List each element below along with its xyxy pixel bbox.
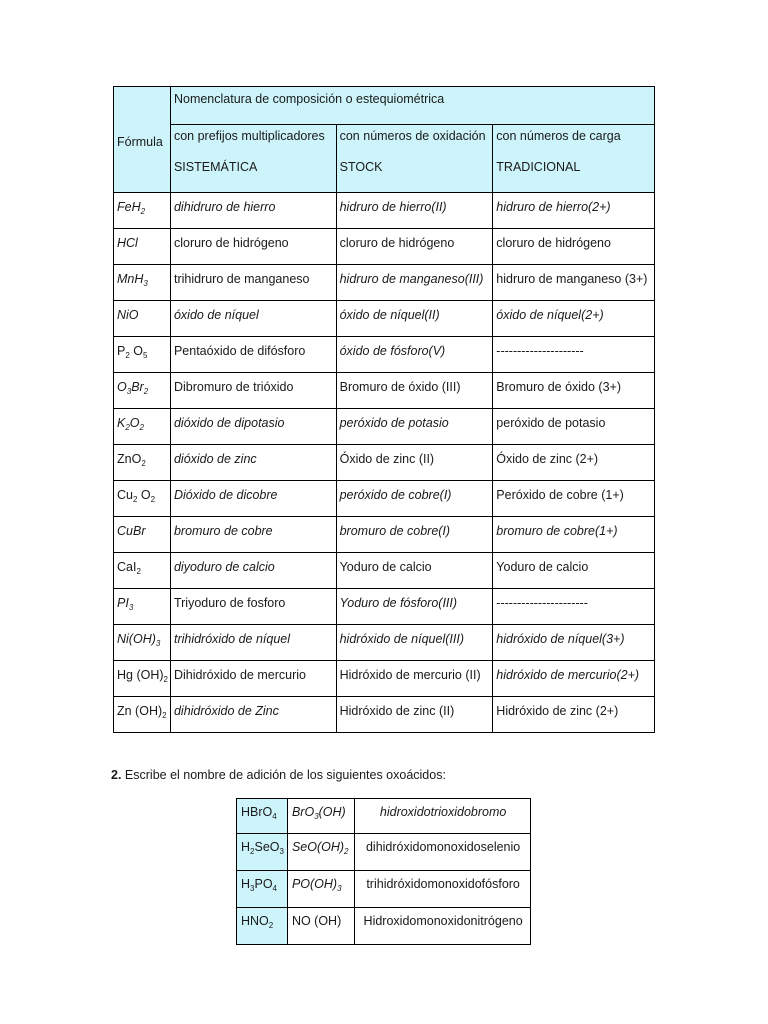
stock-name: Hidróxido de mercurio (II) (336, 661, 493, 697)
formula-text: SeO(OH) (291, 840, 345, 854)
formula-text: PI (117, 596, 129, 610)
formula-subscript: 3 (250, 884, 255, 893)
oxoacid-formula (237, 834, 288, 871)
addition-name: dihidróxidomonoxidoselenio (355, 834, 531, 871)
sistematica-name: trihidruro de manganeso (170, 265, 336, 301)
structural-formula (287, 871, 354, 908)
tradicional-name: --------------------- (493, 337, 655, 373)
tradicional-name: Bromuro de óxido (3+) (493, 373, 655, 409)
formula-subscript: 5 (143, 351, 148, 360)
formula-text: BrO (291, 805, 315, 819)
col-header-sistematica (170, 125, 336, 193)
formula-text: PO(OH) (291, 877, 338, 891)
formula-text: SeO (254, 840, 280, 854)
sistematica-name: dihidruro de hierro (170, 193, 336, 229)
formula-text: FeH (117, 200, 141, 214)
formula-subscript: 2 (141, 459, 146, 468)
formula-subscript: 2 (139, 423, 144, 432)
table-row (237, 834, 531, 871)
formula-subscript: 2 (250, 847, 255, 856)
oxoacid-formula (237, 799, 288, 834)
sistematica-name: trihidróxido de níquel (170, 625, 336, 661)
formula-text: CaI (117, 560, 137, 574)
addition-name: hidroxidotrioxidobromo (355, 799, 531, 834)
nomenclature-title: Nomenclatura de composición o estequiométrica (170, 87, 654, 125)
table-row (237, 908, 531, 945)
tradicional-name: hidruro de hierro(2+) (493, 193, 655, 229)
question-2 (111, 768, 446, 782)
tradicional-name: Óxido de zinc (2+) (493, 445, 655, 481)
col-header-tradicional (493, 125, 655, 193)
formula-subscript: 3 (337, 884, 342, 893)
formula-cell (114, 445, 171, 481)
table-row (114, 265, 655, 301)
formula-text: O (117, 380, 127, 394)
formula-text: PO (254, 877, 273, 891)
stock-name: óxido de níquel(II) (336, 301, 493, 337)
col-header-stock-label: STOCK (339, 160, 383, 174)
formula-text: H (241, 877, 251, 891)
tradicional-name: cloruro de hidrógeno (493, 229, 655, 265)
formula-text: Br (131, 380, 144, 394)
sistematica-name: óxido de níquel (170, 301, 336, 337)
table-row (114, 481, 655, 517)
formula-subscript: 2 (143, 387, 149, 396)
formula-cell (114, 661, 171, 697)
formula-text: (OH) (318, 805, 346, 819)
formula-text: P (117, 344, 126, 358)
stock-name: bromuro de cobre(I) (336, 517, 493, 553)
formula-text: O (129, 416, 140, 430)
stock-name: Óxido de zinc (II) (336, 445, 493, 481)
formula-text: NiO (117, 308, 139, 322)
table-row (237, 871, 531, 908)
table-row (114, 337, 655, 373)
formula-cell (114, 589, 171, 625)
tradicional-name: hidróxido de mercurio(2+) (493, 661, 655, 697)
tradicional-name: hidruro de manganeso (3+) (493, 265, 655, 301)
formula-cell (114, 625, 171, 661)
nomenclature-table (113, 86, 655, 733)
stock-name: peróxido de cobre(I) (336, 481, 493, 517)
formula-text: HCl (117, 236, 138, 250)
formula-text: Cu (117, 488, 133, 502)
formula-subscript: 3 (143, 279, 148, 288)
formula-subscript: 3 (155, 639, 161, 648)
sistematica-name: Triyoduro de fosforo (170, 589, 336, 625)
formula-cell (114, 697, 171, 733)
formula-cell (114, 301, 171, 337)
sistematica-name: dióxido de dipotasio (170, 409, 336, 445)
formula-cell (114, 373, 171, 409)
formula-text: O (129, 344, 143, 358)
tradicional-name: Peróxido de cobre (1+) (493, 481, 655, 517)
structural-formula (287, 834, 354, 871)
addition-name: Hidroxidomonoxidonitrógeno (355, 908, 531, 945)
table-row (114, 445, 655, 481)
formula-header: Fórmula (114, 87, 171, 193)
sistematica-name: Dióxido de dicobre (170, 481, 336, 517)
stock-name: Yoduro de fósforo(III) (336, 589, 493, 625)
formula-cell (114, 517, 171, 553)
tradicional-name: hidróxido de níquel(3+) (493, 625, 655, 661)
formula-text: CuBr (117, 524, 146, 538)
formula-cell (114, 409, 171, 445)
table-row (114, 409, 655, 445)
structural-formula (287, 908, 354, 945)
table-row (114, 697, 655, 733)
oxoacid-formula (237, 871, 288, 908)
sistematica-name: Dihidróxido de mercurio (170, 661, 336, 697)
formula-subscript: 2 (132, 495, 138, 504)
stock-name: cloruro de hidrógeno (336, 229, 493, 265)
oxoacid-formula (237, 908, 288, 945)
tradicional-name: peróxido de potasio (493, 409, 655, 445)
sistematica-name: dióxido de zinc (170, 445, 336, 481)
col-header-tradicional-sub: con números de carga (496, 129, 621, 143)
formula-text: H (241, 840, 251, 854)
col-header-sistematica-label: SISTEMÁTICA (173, 160, 258, 174)
formula-cell (114, 553, 171, 589)
formula-text: ZnO (117, 452, 142, 466)
stock-name: hidruro de manganeso(III) (336, 265, 493, 301)
formula-subscript: 2 (268, 921, 274, 930)
formula-cell (114, 265, 171, 301)
oxoacid-table (236, 798, 531, 945)
structural-formula (287, 799, 354, 834)
table-row (114, 229, 655, 265)
col-header-sistematica-sub: con prefijos multiplicadores (173, 129, 325, 143)
formula-subscript: 2 (344, 847, 349, 856)
formula-text: NO (OH) (291, 914, 342, 928)
formula-subscript: 2 (140, 207, 146, 216)
stock-name: hidruro de hierro(II) (336, 193, 493, 229)
formula-subscript: 3 (314, 812, 319, 821)
formula-text: Hg (OH) (117, 668, 164, 682)
formula-text: Zn (OH) (117, 704, 163, 718)
tradicional-name: Hidróxido de zinc (2+) (493, 697, 655, 733)
formula-subscript: 4 (272, 812, 277, 821)
stock-name: óxido de fósforo(V) (336, 337, 493, 373)
formula-subscript: 2 (163, 675, 168, 684)
addition-name: trihidróxidomonoxidofósforo (355, 871, 531, 908)
col-header-stock-sub: con números de oxidación (339, 129, 486, 143)
table-row (114, 517, 655, 553)
stock-name: Bromuro de óxido (III) (336, 373, 493, 409)
table-row (114, 193, 655, 229)
formula-subscript: 2 (136, 567, 141, 576)
sistematica-name: cloruro de hidrógeno (170, 229, 336, 265)
formula-subscript: 4 (272, 884, 277, 893)
formula-subscript: 3 (128, 603, 134, 612)
question-text: Escribe el nombre de adición de los siguientes oxoácidos: (121, 768, 446, 782)
formula-text: HNO (241, 914, 269, 928)
table-row (114, 373, 655, 409)
formula-text: HBrO (241, 805, 273, 819)
formula-subscript: 2 (125, 423, 130, 432)
formula-text: Ni(OH) (117, 632, 156, 646)
col-header-stock (336, 125, 493, 193)
col-header-tradicional-label: TRADICIONAL (496, 160, 581, 174)
table-row (114, 661, 655, 697)
tradicional-name: ---------------------- (493, 589, 655, 625)
formula-subscript: 2 (150, 495, 156, 504)
formula-subscript: 2 (162, 711, 167, 720)
formula-text: O (137, 488, 151, 502)
formula-subscript: 2 (125, 351, 130, 360)
question-number: 2. (111, 768, 122, 782)
formula-cell (114, 193, 171, 229)
sistematica-name: diyoduro de calcio (170, 553, 336, 589)
formula-cell (114, 481, 171, 517)
tradicional-name: bromuro de cobre(1+) (493, 517, 655, 553)
table-row (114, 625, 655, 661)
sistematica-name: bromuro de cobre (170, 517, 336, 553)
table-row (237, 799, 531, 834)
formula-text: K (117, 416, 126, 430)
tradicional-name: Yoduro de calcio (493, 553, 655, 589)
table-row (114, 553, 655, 589)
formula-subscript: 3 (279, 847, 284, 856)
formula-subscript: 3 (126, 387, 132, 396)
stock-name: Hidróxido de zinc (II) (336, 697, 493, 733)
sistematica-name: Dibromuro de trióxido (170, 373, 336, 409)
formula-text: MnH (117, 272, 144, 286)
stock-name: Yoduro de calcio (336, 553, 493, 589)
stock-name: peróxido de potasio (336, 409, 493, 445)
table-row (114, 589, 655, 625)
sistematica-name: dihidróxido de Zinc (170, 697, 336, 733)
formula-cell (114, 229, 171, 265)
sistematica-name: Pentaóxido de difósforo (170, 337, 336, 373)
formula-cell (114, 337, 171, 373)
stock-name: hidróxido de níquel(III) (336, 625, 493, 661)
tradicional-name: óxido de níquel(2+) (493, 301, 655, 337)
table-row (114, 301, 655, 337)
